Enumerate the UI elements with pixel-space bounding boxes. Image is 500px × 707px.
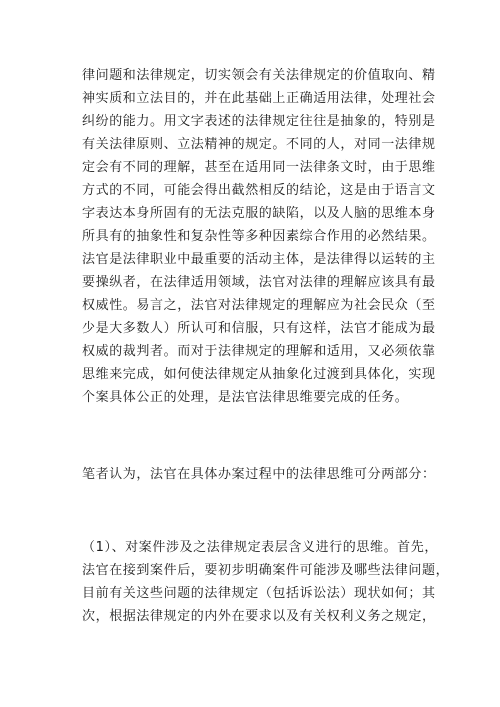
text-line: 法官在接到案件后，要初步明确案件可能涉及哪些法律问题， [82,563,450,578]
text-line: 定会有不同的理解，甚至在适用同一法律条文时，由于思维 [82,160,436,175]
text-line: 权威的裁判者。而对于法律规定的理解和适用，又必须依靠 [82,344,436,359]
text-line: 神实质和立法目的，并在此基础上正确适用法律，处理社会 [82,91,436,106]
text-line: 个案具体公正的处理，是法官法律思维要完成的任务。 [82,390,409,405]
paragraph-two-parts-intro [82,463,442,486]
paragraph-part-one [82,536,450,628]
paragraph-legal-thinking [82,64,442,409]
text-line: 少是大多数人）所认可和信服，只有这样，法官才能成为最 [82,321,436,336]
text-line: 所具有的抽象性和复杂性等多种因素综合作用的必然结果。 [82,229,436,244]
text-line: 权威性。易言之，法官对法律规定的理解应为社会民众（至 [82,298,436,313]
text-line: 思维来完成，如何使法律规定从抽象化过渡到具体化，实现 [82,367,436,382]
text-line: 纠纷的能力。用文字表述的法律规定往往是抽象的，特别是 [82,114,436,129]
text-line: 目前有关这些问题的法律规定（包括诉讼法）现状如何；其 [82,586,436,601]
text-line: 字表达本身所固有的无法克服的缺陷，以及人脑的思维本身 [82,206,436,221]
text-line: 方式的不同，可能会得出截然相反的结论，这是由于语言文 [82,183,436,198]
text-line: 笔者认为，法官在具体办案过程中的法律思维可分两部分： [82,467,436,482]
text-line: 法官是法律职业中最重要的活动主体，是法律得以运转的主 [82,252,436,267]
text-line: 要操纵者，在法律适用领域，法官对法律的理解应该具有最 [82,275,436,290]
text-line: 律问题和法律规定，切实领会有关法律规定的价值取向、精 [82,68,436,83]
text-line: （1）、对案件涉及之法律规定表层含义进行的思维。首先， [82,540,438,555]
text-line: 有关法律原则、立法精神的规定。不同的人，对同一法律规 [82,137,436,152]
text-line: 次，根据法律规定的内外在要求以及有关权利义务之规定， [82,609,436,624]
